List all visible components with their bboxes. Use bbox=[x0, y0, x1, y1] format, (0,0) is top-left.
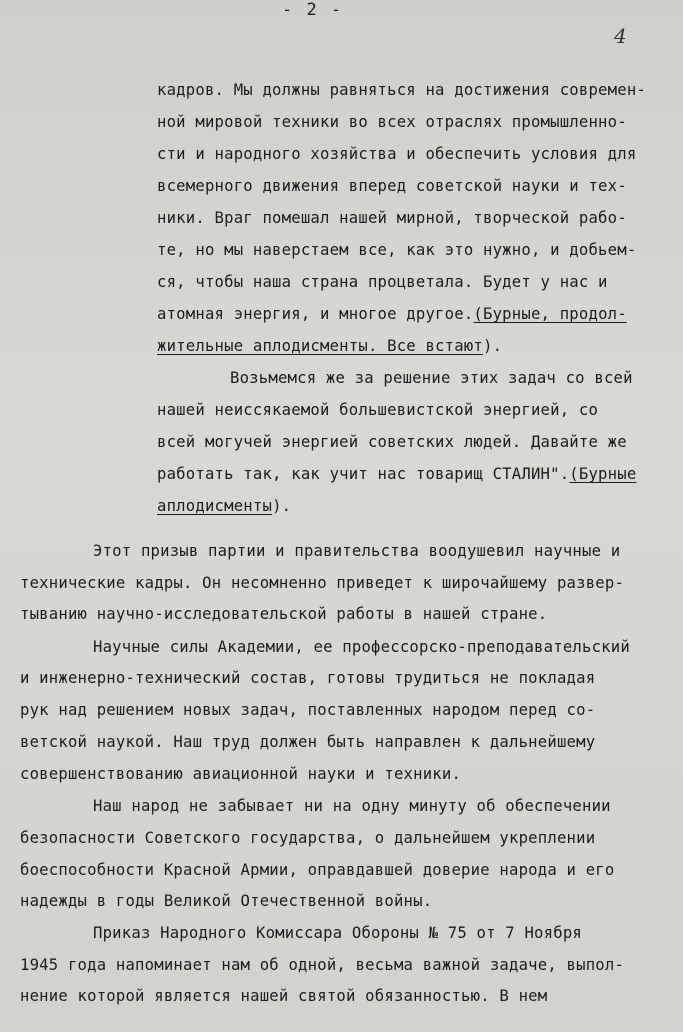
handwritten-sheet-number: 4 bbox=[614, 24, 627, 48]
body-line-4: Научные силы Академии, ее профессорско-преподавательский bbox=[93, 638, 630, 656]
quote-line-14 bbox=[157, 496, 291, 516]
quote-line-6: те, но мы наверстаем все, как это нужно, и добьем- bbox=[157, 241, 637, 259]
quote-line-9-end: ). bbox=[483, 337, 503, 355]
applause-remark-1b: жительные аплодисменты. Все встают bbox=[157, 337, 483, 355]
body-line-10: безопасности Советского государства, о дальнейшем укреплении bbox=[20, 829, 596, 847]
body-line-13: Приказ Народного Комиссара Обороны № 75 от 7 Ноября bbox=[93, 924, 582, 942]
quote-line-1: кадров. Мы должны равняться на достижения современ- bbox=[157, 81, 646, 99]
quote-line-2: ной мировой техники во всех отраслях промышленно- bbox=[157, 113, 627, 131]
quote-line-9 bbox=[157, 336, 502, 356]
applause-remark-1a: (Бурные, продол- bbox=[473, 305, 627, 323]
applause-remark-2a: (Бурные bbox=[569, 465, 637, 483]
body-line-9: Наш народ не забывает ни на одну минуту об обеспечении bbox=[93, 797, 611, 815]
quote-line-8-text: атомная энергия, и многое другое. bbox=[157, 305, 474, 323]
body-line-1: Этот призыв партии и правительства воодушевил научные и bbox=[93, 542, 621, 560]
body-line-14: 1945 года напоминает нам об одной, весьма важной задаче, выпол- bbox=[20, 956, 625, 974]
quote-line-7: ся, чтобы наша страна процветала. Будет у нас и bbox=[157, 273, 608, 291]
applause-remark-2b: аплодисменты bbox=[157, 497, 273, 515]
quote-line-14-end: ). bbox=[272, 497, 292, 515]
page-number: - 2 - bbox=[282, 0, 344, 20]
body-line-8: совершенствованию авиационной науки и техники. bbox=[20, 765, 462, 783]
body-line-12: надежды в годы Великой Отечественной войны. bbox=[20, 892, 433, 910]
body-line-15: нение которой является нашей святой обязанностью. В нем bbox=[20, 987, 548, 1005]
body-line-6: рук над решением новых задач, поставленных народом перед со- bbox=[20, 701, 596, 719]
quote-line-13-text: работать так, как учит нас товарищ СТАЛИН". bbox=[157, 465, 570, 483]
quote-line-13 bbox=[157, 464, 636, 484]
body-line-11: боеспособности Красной Армии, оправдавшей доверие народа и его bbox=[20, 861, 615, 879]
quote-line-4: всемерного движения вперед советской науки и тех- bbox=[157, 177, 627, 195]
quote-line-3: сти и народного хозяйства и обеспечить условия для bbox=[157, 145, 637, 163]
body-line-3: тыванию научно-исследовательской работы в нашей стране. bbox=[20, 605, 548, 623]
quote-line-10: Возьмемся же за решение этих задач со всей bbox=[230, 369, 633, 387]
quote-line-8 bbox=[157, 304, 627, 324]
body-line-2: технические кадры. Он несомненно приведет к широчайшему развер- bbox=[20, 574, 625, 592]
quote-line-5: ники. Враг помешал нашей мирной, творческой рабо- bbox=[157, 209, 627, 227]
body-line-7: ветской наукой. Наш труд должен быть направлен к дальнейшему bbox=[20, 733, 596, 751]
quote-line-11: нашей неиссякаемой большевистской энергией, со bbox=[157, 401, 599, 419]
body-line-5: и инженерно-технический состав, готовы трудиться не покладая bbox=[20, 669, 596, 687]
quote-line-12: всей могучей энергией советских людей. Давайте же bbox=[157, 433, 627, 451]
